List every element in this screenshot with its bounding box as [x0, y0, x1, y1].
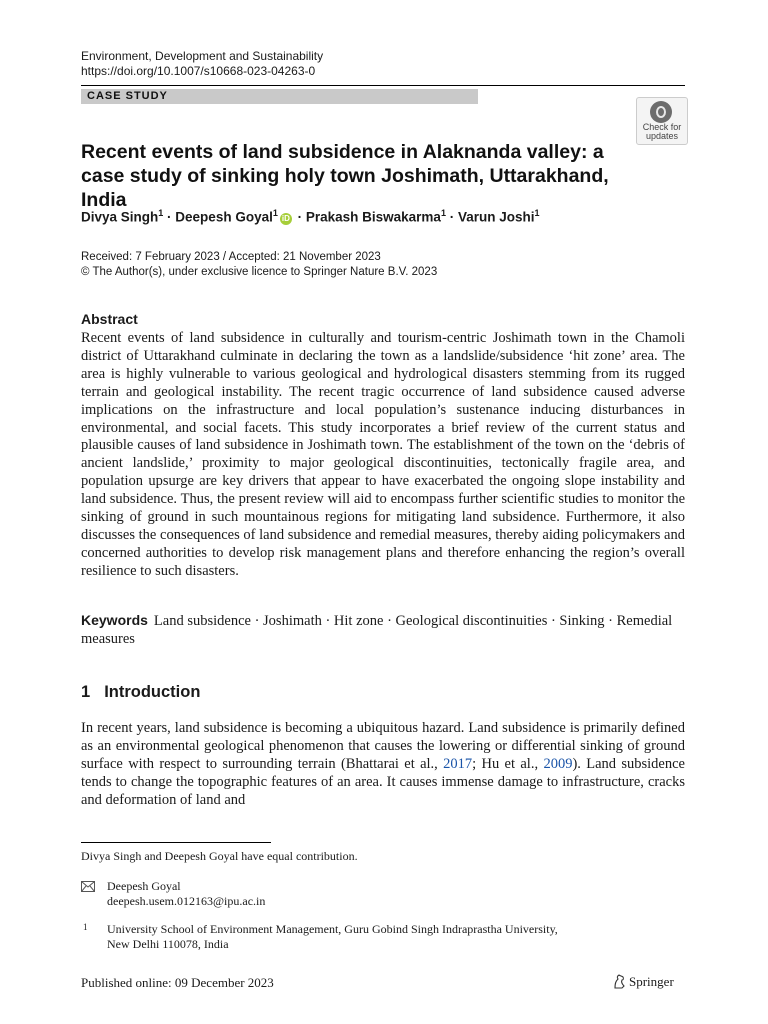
- corresponding-name: Deepesh Goyal: [107, 879, 181, 893]
- keywords: [81, 612, 685, 649]
- keywords-heading: Keywords: [81, 612, 148, 628]
- doi-link[interactable]: https://doi.org/10.1007/s10668-023-04263-0: [81, 64, 316, 78]
- keywords-text: Land subsidence · Joshimath · Hit zone · Geological discontinuities · Sinking · Remedial measures: [81, 613, 673, 647]
- citation-link[interactable]: 2017: [443, 755, 473, 772]
- envelope-icon: [81, 881, 95, 896]
- article-dates: [81, 250, 437, 280]
- author-name[interactable]: Deepesh Goyal: [175, 209, 273, 225]
- citation-link[interactable]: 2009: [543, 755, 573, 772]
- publisher-logo[interactable]: [612, 974, 674, 990]
- author-separator: ·: [293, 209, 306, 225]
- corresponding-email[interactable]: deepesh.usem.012163@ipu.ac.in: [107, 894, 266, 908]
- journal-header: [81, 49, 323, 79]
- header-rule: [81, 85, 685, 86]
- author-list: [81, 208, 540, 225]
- received-accepted: Received: 7 February 2023 / Accepted: 21 November 2023: [81, 251, 381, 263]
- section-heading: [81, 683, 200, 702]
- journal-name: Environment, Development and Sustainability: [81, 49, 324, 63]
- copyright: © The Author(s), under exclusive licence to Springer Nature B.V. 2023: [81, 266, 438, 278]
- section-number: 1: [81, 683, 91, 701]
- abstract-text: Recent events of land subsidence in culturally and tourism-centric Joshimath town in the Chamoli district of Uttarakhand culminate in declaring the town as a landslide/subsidence ‘hit zone’ area. The area is highly vulnerable to various geological and hydrological disasters stemming from its rugged terrain and geological instability. The recent tragic occurrence of land subsidence caused adverse implications on the infrastructure and local population’s sustenance inducing disturbances in environmental, and social facets. This study incorporates a brief review of the current status and plausible causes of land subsidence in Joshimath town. The establishment of the town on the ‘debris of ancient landslide,’ proximity to major geological discontinuities, tectonically fragile area, and population upsurge are key drivers that appear to have exacerbated the ongoing slope instability and land subsidence. Thus, the present review will aid to encompass further scientific studies to monitor the sinking of ground in such mountainous regions for mitigating land subsidence. Furthermore, it also discusses the consequences of land subsidence and remedial measures, thereby aiding policymakers and concerned authorities to develop risk management plans and therefore enhancing the region’s overall resilience to such disasters.: [81, 330, 685, 579]
- crossmark-circle: [650, 101, 672, 123]
- author-affiliation: 1: [534, 208, 540, 218]
- affiliation-line2: New Delhi 110078, India: [107, 937, 229, 951]
- publisher-name: Springer: [629, 974, 674, 989]
- springer-horse-icon: [612, 974, 626, 989]
- check-updates-icon[interactable]: [636, 97, 688, 145]
- intro-text-2: ; Hu et al.,: [472, 755, 544, 772]
- published-online: Published online: 09 December 2023: [81, 975, 274, 990]
- author-affiliation: 1: [158, 208, 164, 218]
- affiliation-number: 1: [83, 922, 88, 932]
- author-separator: ·: [163, 209, 176, 225]
- section-bar: [81, 89, 478, 104]
- intro-text-1: In recent years, land subsidence is becoming a ubiquitous hazard. Land subsidence is primarily defined as an environmental geological phenomenon that causes the lowering or differential sinking of ground surface with respect to surrounding terrain (Bhattarai et al.,: [81, 720, 685, 772]
- orcid-icon[interactable]: iD: [281, 213, 290, 223]
- article-title: Recent events of land subsidence in Alaknanda valley: a case study of sinking holy town Joshimath, Uttarakhand, India: [81, 141, 609, 211]
- corresponding-author: [107, 879, 265, 909]
- author-separator: ·: [445, 209, 458, 225]
- author-name[interactable]: Divya Singh: [81, 209, 159, 225]
- intro-text-3: ). Land subsidence tends to change the topographic features of an area. It causes immense damage to infrastructure, cracks and deformation of land and: [81, 755, 685, 808]
- author-name[interactable]: Varun Joshi: [457, 209, 535, 225]
- check-updates-line2: updates: [645, 131, 679, 141]
- abstract-heading: Abstract: [81, 311, 138, 327]
- author-affiliation: 1: [272, 208, 278, 218]
- author-name[interactable]: Prakash Biswakarma: [305, 209, 441, 225]
- section-title: Introduction: [104, 683, 201, 701]
- check-updates-line1: Check for: [642, 122, 682, 132]
- affiliation: [107, 922, 667, 952]
- section-label: CASE STUDY: [87, 90, 168, 102]
- affiliation-line1: University School of Environment Management, Guru Gobind Singh Indraprastha University,: [107, 922, 558, 936]
- equal-contribution-note: Divya Singh and Deepesh Goyal have equal contribution.: [81, 849, 358, 863]
- author-affiliation: 1: [440, 208, 446, 218]
- intro-paragraph: [81, 720, 685, 810]
- footnote-rule: [81, 842, 271, 843]
